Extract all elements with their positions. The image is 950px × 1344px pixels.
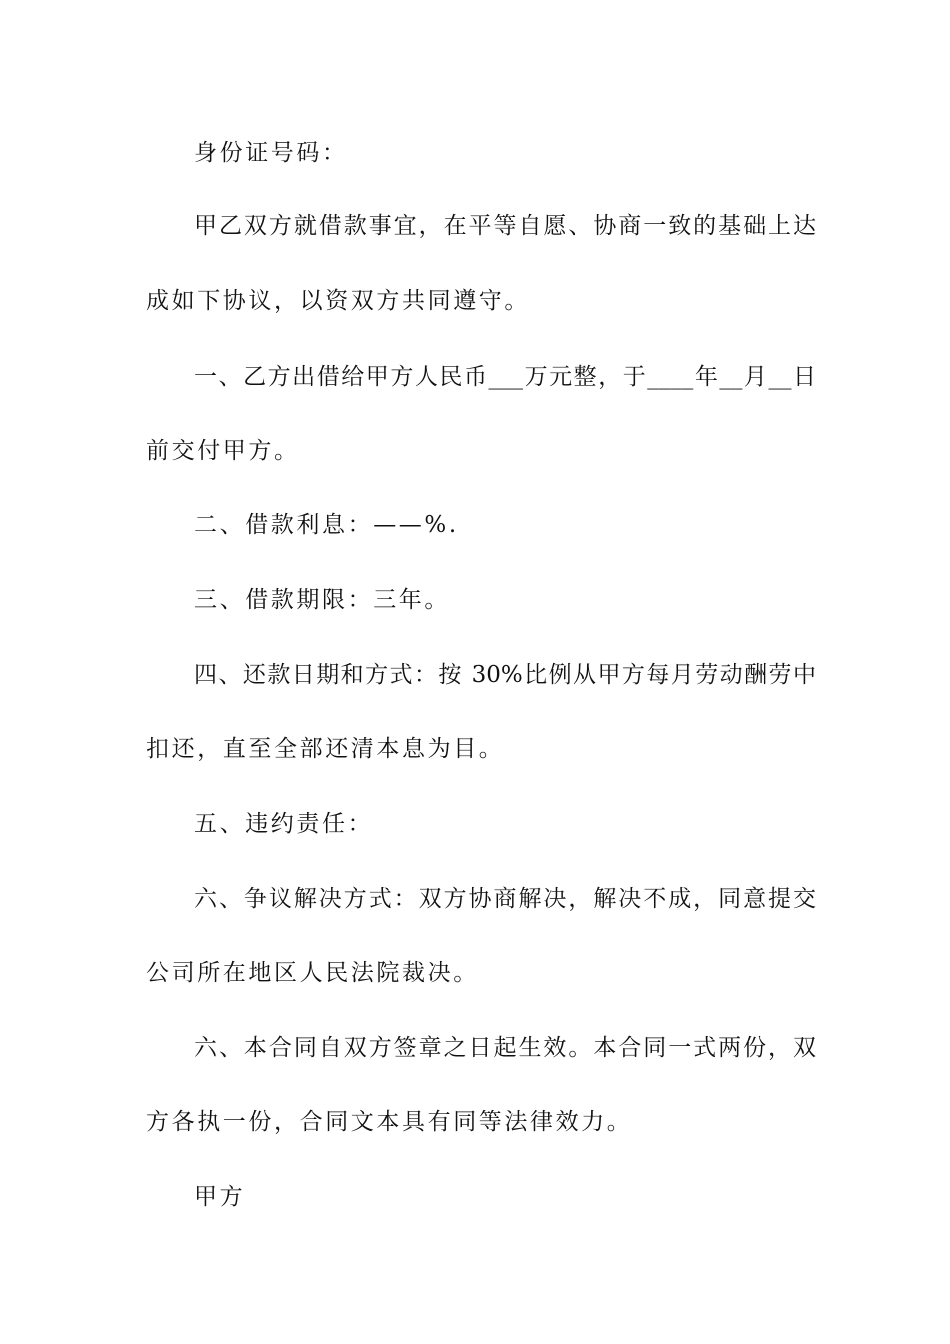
clause-5-liability: 五、违约责任： <box>194 811 374 837</box>
clause-7-line-1: 六、本合同自双方签章之日起生效。本合同一式两份，双 <box>194 1035 816 1061</box>
clause-1-line-2: 前交付甲方。 <box>146 438 300 464</box>
clause-4-line-2: 扣还，直至全部还清本息为目。 <box>146 736 505 762</box>
clause-7-line-2: 方各执一份，合同文本具有同等法律效力。 <box>146 1109 633 1135</box>
clause-6-line-1: 六、争议解决方式：双方协商解决，解决不成，同意提交 <box>194 886 816 912</box>
preamble-line-2: 成如下协议，以资双方共同遵守。 <box>146 288 530 314</box>
clause-2-interest: 二、借款利息：——%. <box>194 512 459 538</box>
clause-1-line-1: 一、乙方出借给甲方人民币___万元整，于____年__月__日 <box>194 364 816 390</box>
clause-6-line-2: 公司所在地区人民法院裁决。 <box>146 960 479 986</box>
id-number-label: 身份证号码： <box>194 140 348 166</box>
clause-3-term: 三、借款期限：三年。 <box>194 587 450 613</box>
preamble-line-1: 甲乙双方就借款事宜，在平等自愿、协商一致的基础上达 <box>194 213 816 239</box>
party-a-label: 甲方 <box>194 1184 246 1210</box>
clause-4-line-1: 四、还款日期和方式：按 30%比例从甲方每月劳动酬劳中 <box>194 662 816 688</box>
